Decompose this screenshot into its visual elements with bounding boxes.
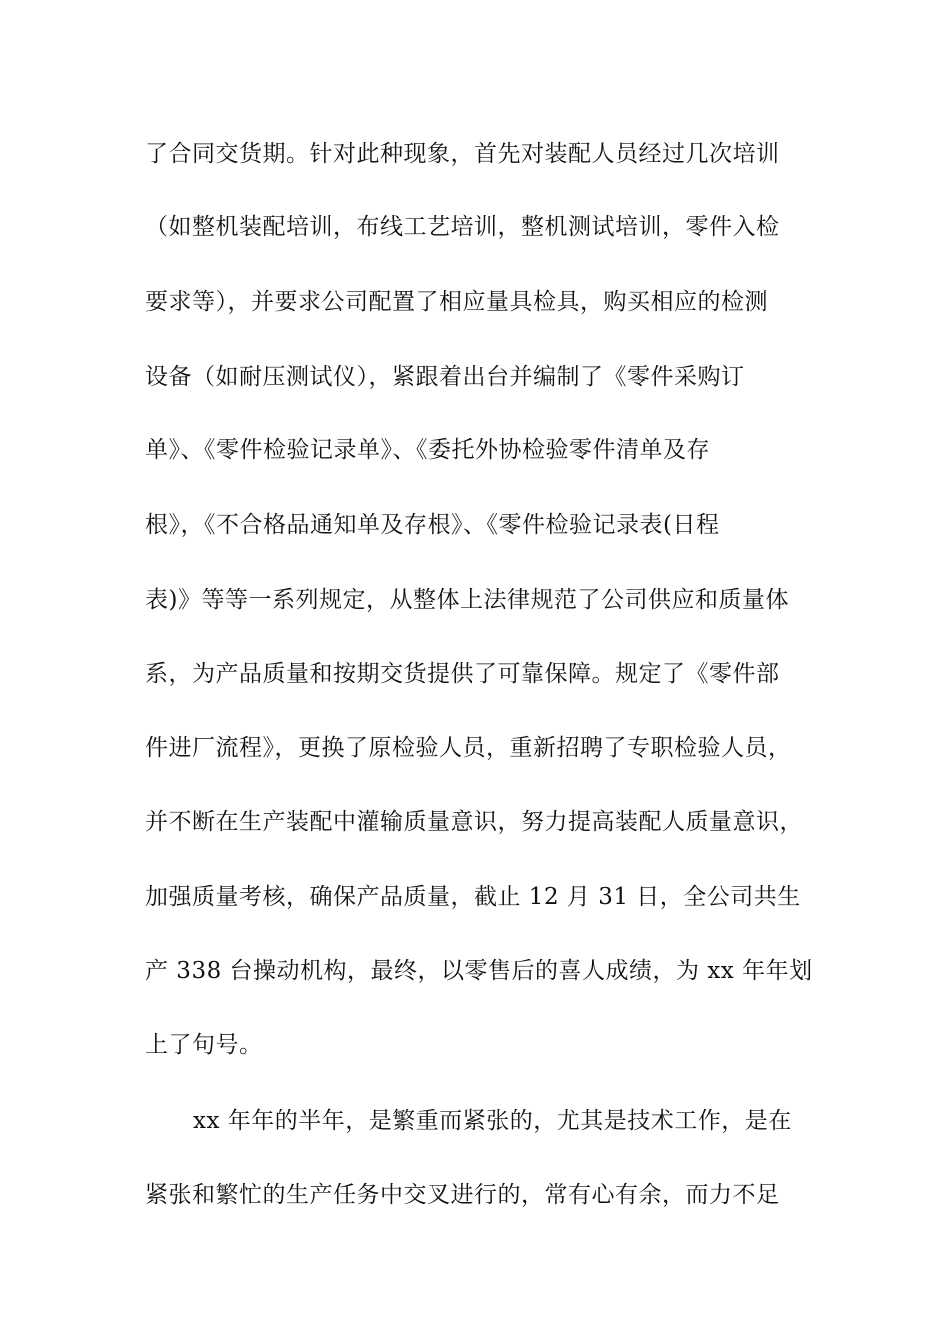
paragraph-1-line-12: 产 338 台操动机构，最终，以零售后的喜人成绩，为 xx 年年划 xyxy=(145,958,813,984)
paragraph-1-line-1: 了合同交货期。针对此种现象，首先对装配人员经过几次培训 xyxy=(145,141,780,167)
paragraph-2-line-2: 紧张和繁忙的生产任务中交叉进行的，常有心有余，而力不足 xyxy=(145,1182,780,1208)
paragraph-1-line-5: 单》、《零件检验记录单》、《委托外协检验零件清单及存 xyxy=(145,437,710,463)
paragraph-1-line-8: 系，为产品质量和按期交货提供了可靠保障。规定了《零件部 xyxy=(145,661,780,687)
paragraph-1-line-2: （如整机装配培训，布线工艺培训，整机测试培训，零件入检 xyxy=(145,214,780,240)
paragraph-1-line-9: 件进厂流程》，更换了原检验人员，重新招聘了专职检验人员， xyxy=(145,735,792,761)
paragraph-2-line-1: xx 年年的半年，是繁重而紧张的，尤其是技术工作，是在 xyxy=(193,1108,792,1134)
paragraph-1-line-7: 表)》等等一系列规定，从整体上法律规范了公司供应和质量体 xyxy=(145,587,789,613)
paragraph-1-line-10: 并不断在生产装配中灌输质量意识，努力提高装配人质量意识， xyxy=(145,809,803,835)
paragraph-1-line-13: 上了句号。 xyxy=(145,1032,263,1058)
paragraph-1-line-3: 要求等），并要求公司配置了相应量具检具，购买相应的检测 xyxy=(145,289,768,315)
paragraph-1-line-11: 加强质量考核，确保产品质量，截止 12 月 31 日，全公司共生 xyxy=(145,884,801,910)
paragraph-1-line-6: 根》，《不合格品通知单及存根》、《零件检验记录表(日程 xyxy=(145,512,720,538)
paragraph-1-line-4: 设备（如耐压测试仪），紧跟着出台并编制了《零件采购订 xyxy=(145,364,745,390)
